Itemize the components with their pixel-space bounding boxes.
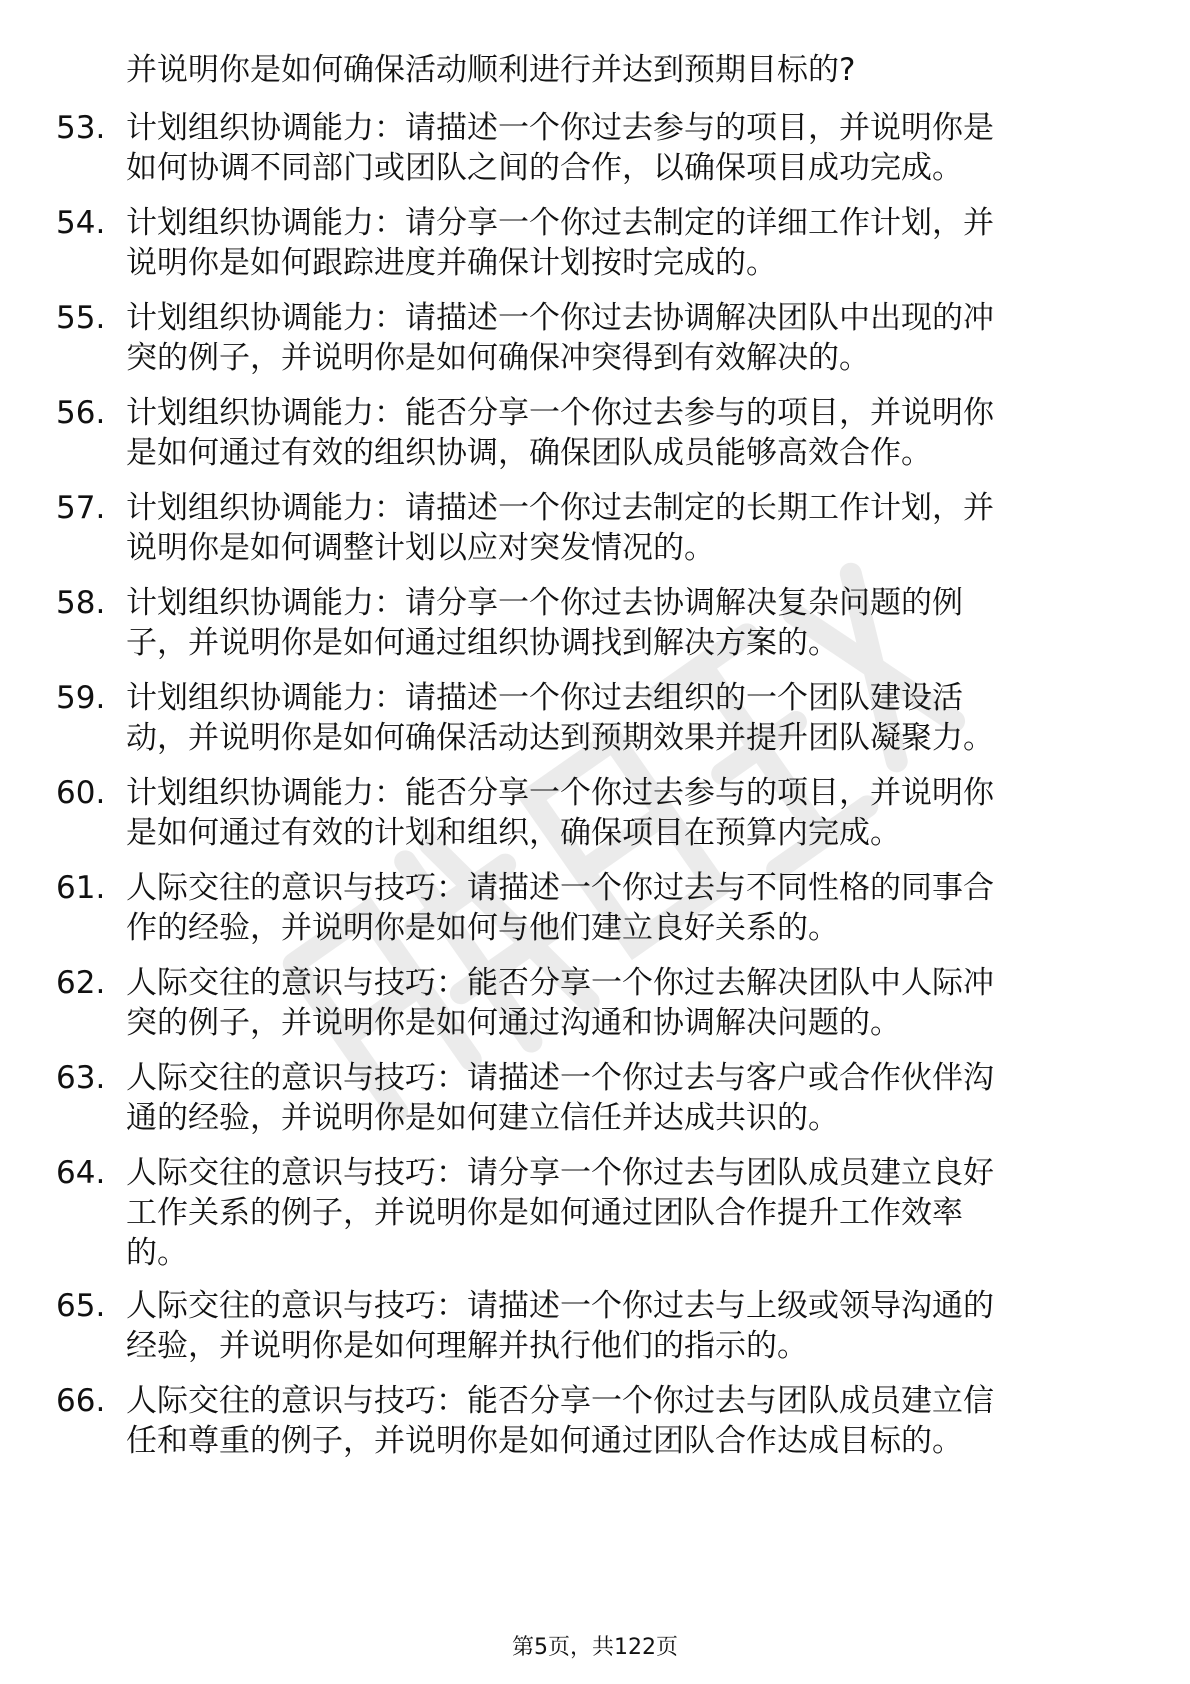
item-text-line: 计划组织协调能力：能否分享一个你过去参与的项目，并说明你 [126,775,994,811]
item-text-line: 人际交往的意识与技巧：请描述一个你过去与上级或领导沟通的 [126,1288,994,1324]
item-text-line: 是如何通过有效的计划和组织，确保项目在预算内完成。 [126,815,901,851]
item-text-line: 的。 [126,1235,188,1271]
list-item [0,298,1190,378]
item-text-line: 子，并说明你是如何通过组织协调找到解决方案的。 [126,625,839,661]
item-text-line: 经验，并说明你是如何理解并执行他们的指示的。 [126,1328,808,1364]
item-number: 59. [56,680,106,716]
list-item [0,1381,1190,1461]
item-text-line: 计划组织协调能力：请描述一个你过去组织的一个团队建设活 [126,680,963,716]
item-number: 57. [56,490,106,526]
item-text-line: 人际交往的意识与技巧：能否分享一个你过去与团队成员建立信 [126,1383,994,1419]
list-item [0,203,1190,283]
item-text-line: 计划组织协调能力：请分享一个你过去协调解决复杂问题的例 [126,585,963,621]
item-text-line: 说明你是如何跟踪进度并确保计划按时完成的。 [126,245,777,281]
item-text-line: 人际交往的意识与技巧：能否分享一个你过去解决团队中人际冲 [126,965,994,1001]
list-item [0,773,1190,853]
item-text-line: 通的经验，并说明你是如何建立信任并达成共识的。 [126,1100,839,1136]
item-text-line: 如何协调不同部门或团队之间的合作，以确保项目成功完成。 [126,150,963,186]
list-item [0,108,1190,188]
item-text-line: 动，并说明你是如何确保活动达到预期效果并提升团队凝聚力。 [126,720,994,756]
item-text-line: 突的例子，并说明你是如何确保冲突得到有效解决的。 [126,340,870,376]
continuation-text: 并说明你是如何确保活动顺利进行并达到预期目标的? [126,52,856,88]
list-item [0,1058,1190,1138]
item-text-line: 是如何通过有效的组织协调，确保团队成员能够高效合作。 [126,435,932,471]
list-item [0,1153,1190,1273]
item-text-line: 计划组织协调能力：请分享一个你过去制定的详细工作计划，并 [126,205,994,241]
item-text-line: 工作关系的例子，并说明你是如何通过团队合作提升工作效率 [126,1195,963,1231]
list-item [0,393,1190,473]
item-number: 53. [56,110,106,146]
list-item [0,868,1190,948]
item-number: 64. [56,1155,106,1191]
item-text-line: 人际交往的意识与技巧：请分享一个你过去与团队成员建立良好 [126,1155,994,1191]
list-item [0,963,1190,1043]
item-number: 60. [56,775,106,811]
item-number: 55. [56,300,106,336]
item-text-line: 人际交往的意识与技巧：请描述一个你过去与客户或合作伙伴沟 [126,1060,994,1096]
item-number: 62. [56,965,106,1001]
list-item [0,488,1190,568]
item-text-line: 任和尊重的例子，并说明你是如何通过团队合作达成目标的。 [126,1423,963,1459]
item-text-line: 计划组织协调能力：能否分享一个你过去参与的项目，并说明你 [126,395,994,431]
item-number: 56. [56,395,106,431]
list-item [0,1286,1190,1366]
item-number: 54. [56,205,106,241]
item-text-line: 人际交往的意识与技巧：请描述一个你过去与不同性格的同事合 [126,870,994,906]
item-text-line: 计划组织协调能力：请描述一个你过去参与的项目，并说明你是 [126,110,994,146]
item-number: 66. [56,1383,106,1419]
item-number: 65. [56,1288,106,1324]
list-item [0,583,1190,663]
page-footer: 第5页，共122页 [512,1635,678,1660]
item-text-line: 突的例子，并说明你是如何通过沟通和协调解决问题的。 [126,1005,901,1041]
item-text-line: 计划组织协调能力：请描述一个你过去制定的长期工作计划，并 [126,490,994,526]
item-number: 61. [56,870,106,906]
item-number: 58. [56,585,106,621]
item-number: 63. [56,1060,106,1096]
item-text-line: 计划组织协调能力：请描述一个你过去协调解决团队中出现的冲 [126,300,994,336]
item-text-line: 说明你是如何调整计划以应对突发情况的。 [126,530,715,566]
item-text-line: 作的经验，并说明你是如何与他们建立良好关系的。 [126,910,839,946]
list-item [0,678,1190,758]
